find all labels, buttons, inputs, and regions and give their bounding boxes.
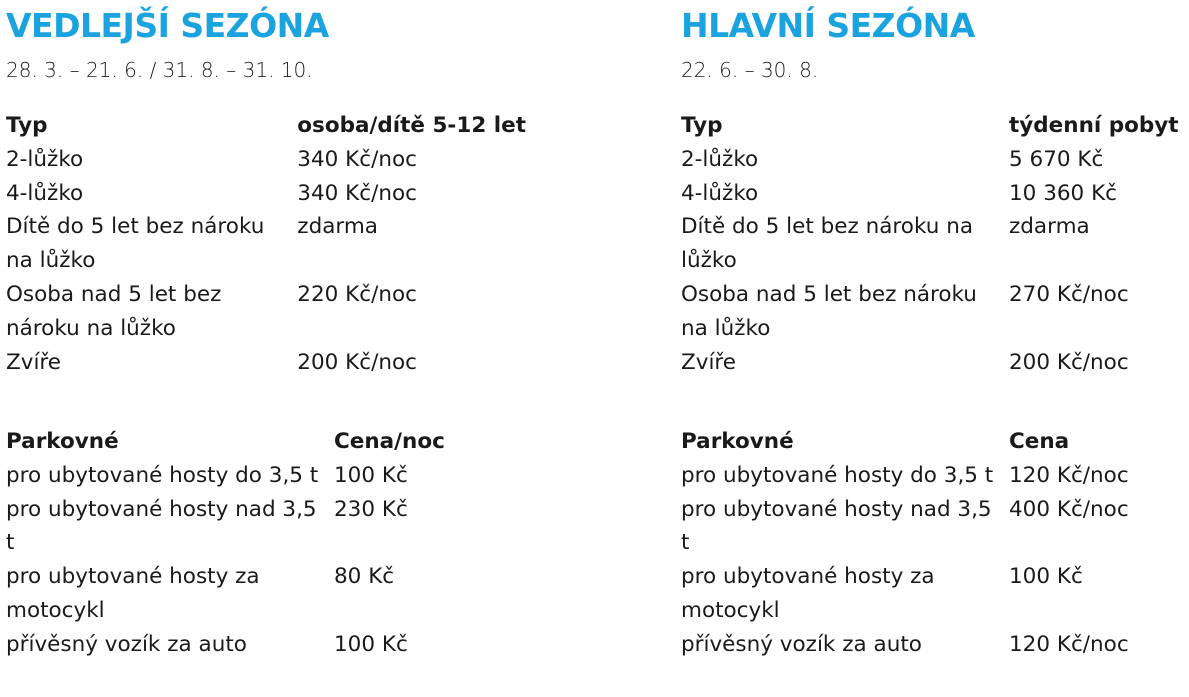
table-row (681, 143, 1189, 177)
row-label: Dítě do 5 let bez nároku na lůžko (681, 214, 974, 274)
row-price: 270 Kč/noc (1009, 281, 1129, 307)
price-column-header: Cena (1009, 429, 1070, 454)
parking-column-header: Parkovné (6, 429, 119, 454)
table-row (681, 210, 1189, 278)
type-column-header: Typ (681, 113, 723, 138)
row-label: pro ubytované hosty nad 3,5 t (6, 496, 317, 556)
row-label: Zvíře (681, 349, 737, 375)
row-label: pro ubytované hosty za motocykl (681, 564, 935, 623)
main-season-parking-table (681, 425, 1189, 662)
table-row (681, 459, 1189, 493)
off-season-accommodation-table (6, 109, 526, 379)
table-row (6, 177, 526, 211)
price-column-header: osoba/dítě 5-12 let (297, 113, 526, 138)
row-label: Zvíře (6, 349, 62, 375)
table-row (681, 346, 1189, 380)
table-row (6, 278, 526, 346)
row-price: zdarma (297, 214, 378, 240)
row-label: přívěsný vozík za auto (6, 631, 247, 657)
row-label: 4-lůžko (681, 180, 759, 206)
table-row (6, 560, 526, 628)
off-season-title: VEDLEJŠÍ SEZÓNA (6, 6, 329, 45)
row-price: 200 Kč/noc (297, 349, 417, 375)
row-price: 340 Kč/noc (297, 180, 417, 206)
row-price: 340 Kč/noc (297, 146, 417, 172)
row-price: 5 670 Kč (1009, 146, 1104, 172)
row-label: přívěsný vozík za auto (681, 631, 922, 657)
row-label: pro ubytované hosty do 3,5 t (6, 462, 319, 488)
row-label: pro ubytované hosty do 3,5 t (681, 462, 994, 488)
row-label: 2-lůžko (681, 146, 759, 172)
table-header-row (681, 109, 1189, 143)
row-price: zdarma (1009, 214, 1090, 240)
table-row (6, 493, 526, 561)
table-row (681, 278, 1189, 346)
row-label: 4-lůžko (6, 180, 84, 206)
row-label: 2-lůžko (6, 146, 84, 172)
table-row (681, 493, 1189, 561)
row-price: 80 Kč (334, 564, 395, 590)
row-price: 400 Kč/noc (1009, 496, 1129, 522)
table-row (6, 210, 526, 278)
table-header-row (6, 425, 526, 459)
table-row (6, 459, 526, 493)
row-label: pro ubytované hosty za motocykl (6, 564, 260, 623)
parking-column-header: Parkovné (681, 429, 794, 454)
row-label: pro ubytované hosty nad 3,5 t (681, 496, 992, 556)
table-row (6, 143, 526, 177)
row-price: 200 Kč/noc (1009, 349, 1129, 375)
table-row (6, 346, 526, 380)
row-label: Osoba nad 5 let bez nároku na lůžko (681, 281, 977, 341)
price-column-header: Cena/noc (334, 429, 445, 454)
price-column-header: týdenní pobyt (1009, 113, 1179, 138)
row-price: 100 Kč (334, 462, 408, 488)
row-price: 10 360 Kč (1009, 180, 1117, 206)
table-header-row (681, 425, 1189, 459)
main-season-title: HLAVNÍ SEZÓNA (681, 6, 975, 45)
row-price: 120 Kč/noc (1009, 631, 1129, 657)
off-season-dates: 28. 3. – 21. 6. / 31. 8. – 31. 10. (6, 58, 313, 82)
row-price: 120 Kč/noc (1009, 462, 1129, 488)
table-header-row (6, 109, 526, 143)
row-price: 230 Kč (334, 496, 408, 522)
row-price: 100 Kč (1009, 564, 1083, 590)
main-season-accommodation-table (681, 109, 1189, 379)
main-season-dates: 22. 6. – 30. 8. (681, 58, 819, 82)
table-row (681, 628, 1189, 662)
table-row (681, 177, 1189, 211)
type-column-header: Typ (6, 113, 48, 138)
row-price: 100 Kč (334, 631, 408, 657)
row-price: 220 Kč/noc (297, 281, 417, 307)
table-row (6, 628, 526, 662)
row-label: Osoba nad 5 let bez nároku na lůžko (6, 281, 222, 341)
off-season-parking-table (6, 425, 526, 662)
table-row (681, 560, 1189, 628)
row-label: Dítě do 5 let bez nároku na lůžko (6, 214, 265, 274)
